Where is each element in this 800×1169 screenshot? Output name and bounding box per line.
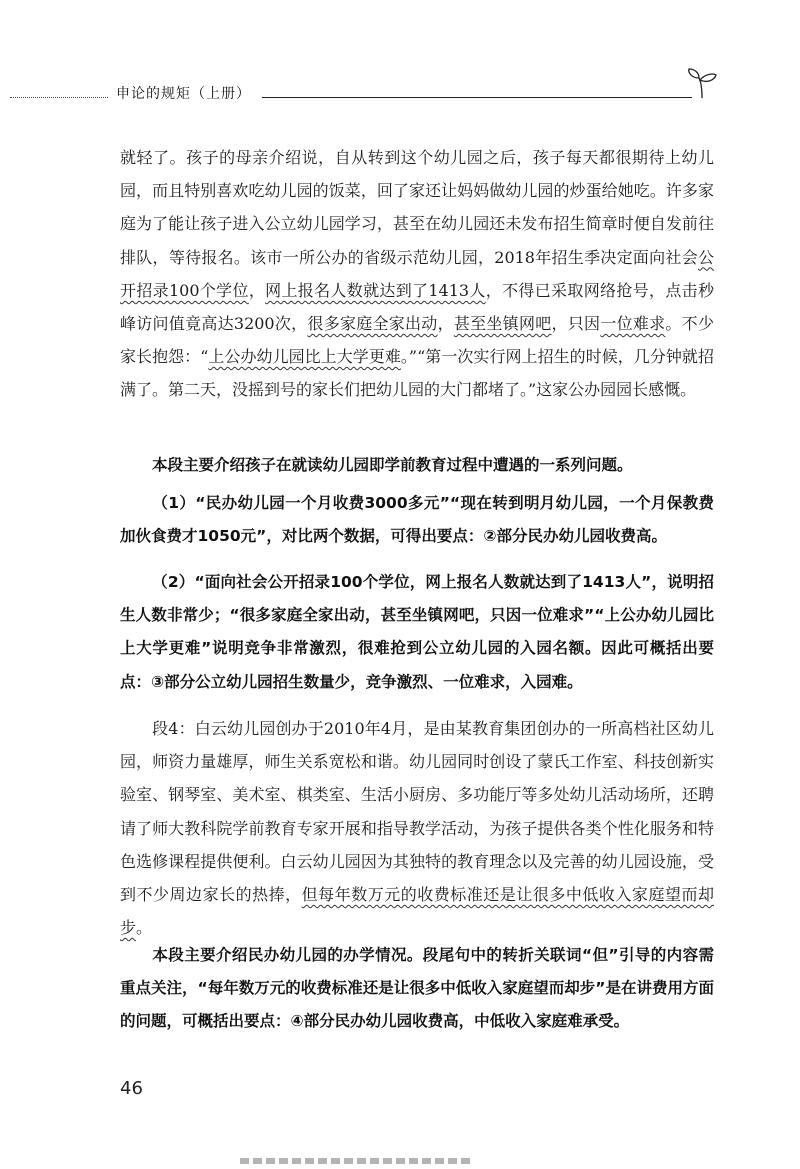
text-run: ，不得已采取网络抢号，点击秒峰访问值竟高达3200次， — [120, 280, 714, 334]
underlined-key-phrase: 甚至坐镇网吧 — [453, 314, 552, 334]
text-run: ， — [248, 280, 266, 300]
header-dotted-line — [10, 97, 108, 98]
underlined-key-phrase: 但每年数万元的收费标准还是让很多中低收入家庭望而却步 — [120, 885, 714, 938]
text-run: ，只因 — [551, 314, 601, 334]
text-run: 。 — [136, 918, 153, 938]
analysis-summary-paragraph — [120, 449, 714, 482]
book-title: 申论的规矩（上册） — [116, 86, 251, 102]
underlined-key-phrase: 公开招录100个学位 — [120, 247, 714, 300]
paragraph-case-text-4 — [120, 712, 714, 944]
text-run: 本段主要介绍孩子在就读幼儿园即学前教育过程中遭遇的一系列问题。 — [152, 456, 633, 474]
underlined-key-phrase: 网上报名人数就达到了1413人 — [265, 280, 486, 300]
text-run: （1）“民办幼儿园一个月收费3000多元”“现在转到明月幼儿园，一个月保教费加伙食费才1050元”，对比两个数据，可得出要点：②部分民办幼儿园收费高。 — [120, 494, 714, 546]
text-run: 段4：白云幼儿园创办于2010年4月，是由某教育集团创办的一所高档社区幼儿园，师资力量雄厚，师生关系宽松和谐。幼儿园同时创设了蒙氏工作室、科技创新实验室、钢琴室、美术室、棋类室、生活小厨房、多功能厅等多处幼儿活动场所，还聘请了师大教科院学前教育专家开展和指导教学活动，为孩子提供各类个性化服务和特色选修课程提供便利。白云幼儿园因为其独特的教育理念以及完善的幼儿园设施，受到不少周边家长的热捧， — [120, 719, 714, 905]
text-run: 。”“第一次实行网上招生的时候，几分钟就招满了。第二天，没摇到号的家长们把幼儿园的大门都堵了。”这家公办园园长感慨。 — [120, 347, 714, 400]
header-rule — [262, 97, 692, 98]
sprout-icon — [685, 68, 719, 100]
underlined-key-phrase: 上公办幼儿园比上大学更难 — [208, 347, 401, 367]
underlined-key-phrase: 一位难求 — [600, 314, 666, 334]
text-run: ， — [437, 314, 454, 334]
paragraph-case-text-3 — [120, 141, 714, 407]
analysis-point-4 — [120, 939, 714, 1039]
running-header — [0, 80, 800, 110]
footer-scan-artifact — [240, 1158, 470, 1164]
text-run: 本段主要介绍民办幼儿园的办学情况。段尾句中的转折关联词“但”引导的内容需重点关注，“每年数万元的收费标准还是让很多中低收入家庭望而却步”是在讲费用方面的问题，可概括出要点：④部分民办幼儿园收费高，中低收入家庭难承受。 — [120, 946, 714, 1031]
analysis-point-2 — [120, 487, 714, 553]
text-run: 就轻了。孩子的母亲介绍说，自从转到这个幼儿园之后，孩子每天都很期待上幼儿园，而且特别喜欢吃幼儿园的饭菜，回了家还让妈妈做幼儿园的炒蛋给她吃。许多家庭为了能让孩子进入公立幼儿园学习，甚至在幼儿园还未发布招生简章时便自发前往排队，等待报名。该市一所公办的省级示范幼儿园，2018年招生季决定面向社会 — [120, 148, 714, 267]
underlined-key-phrase: 很多家庭全家出动 — [307, 314, 438, 334]
analysis-point-3 — [120, 566, 714, 699]
page-number: 46 — [120, 1078, 143, 1099]
text-run: （2）“面向社会公开招录100个学位，网上报名人数就达到了1413人”，说明招生人数非常少；“很多家庭全家出动，甚至坐镇网吧，只因一位难求”“上公办幼儿园比上大学更难”说明竞争非常激烈，很难抢到公立幼儿园的入园名额。因此可概括出要点：③部分公立幼儿园招生数量少，竞争激烈、一位难求，入园难。 — [120, 573, 714, 691]
text-run: 。不少家长抱怨：“ — [120, 314, 714, 367]
